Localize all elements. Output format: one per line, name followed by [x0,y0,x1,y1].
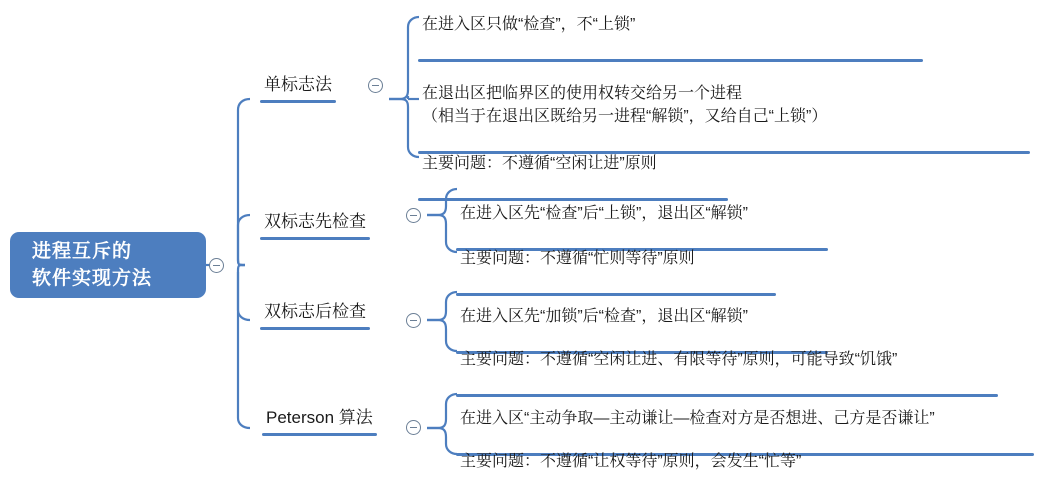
branch-double-flag-check-after-label: 双标志后检查 [264,302,366,321]
root-collapse-toggle-icon[interactable] [209,258,224,273]
branch-double-flag-check-after[interactable] [260,297,370,330]
branch-underline [262,433,377,436]
leaf-label: 在退出区把临界区的使用权转交给另一个进程 （相当于在退出区既给另一进程“解锁”，又给自己“上锁”） [422,85,828,125]
leaf-label: 主要问题：不遵循“空闲让进”原则 [422,155,657,172]
branch-underline [260,100,336,103]
branch-double-flag-check-first-toggle-icon[interactable] [406,208,421,223]
branch-double-flag-check-first[interactable] [260,207,370,240]
root-node[interactable] [10,232,206,298]
leaf-peterson-2[interactable] [456,432,896,477]
branch-double-flag-check-after-toggle-icon[interactable] [406,313,421,328]
leaf-label: 在进入区先“加锁”后“检查”，退出区“解锁” [460,308,748,325]
leaf-underline [418,59,923,62]
root-node-label: 进程互斥的 软件实现方法 [32,241,153,289]
branch-underline [260,237,370,240]
leaf-label: 主要问题：不遵循“让权等待”原则，会发生“忙等” [460,453,802,470]
leaf-label: 在进入区先“检查”后“上锁”，退出区“解锁” [460,205,748,222]
leaf-label: 在进入区“主动争取—主动谦让—检查对方是否想进、己方是否谦让” [460,410,935,427]
branch-underline [260,327,370,330]
branch-single-flag-toggle-icon[interactable] [368,78,383,93]
branch-peterson-toggle-icon[interactable] [406,420,421,435]
branch-double-flag-check-first-label: 双标志先检查 [264,212,366,231]
leaf-label: 在进入区只做“检查”，不“上锁” [422,16,636,33]
leaf-label: 主要问题：不遵循“空闲让进、有限等待”原则，可能导致“饥饿” [460,351,898,368]
leaf-label: 主要问题：不遵循“忙则等待”原则 [460,250,695,267]
branch-peterson-label: Peterson 算法 [266,408,373,427]
branch-peterson[interactable] [262,403,377,436]
branch-single-flag[interactable] [260,70,336,103]
branch-single-flag-label: 单标志法 [264,75,332,94]
